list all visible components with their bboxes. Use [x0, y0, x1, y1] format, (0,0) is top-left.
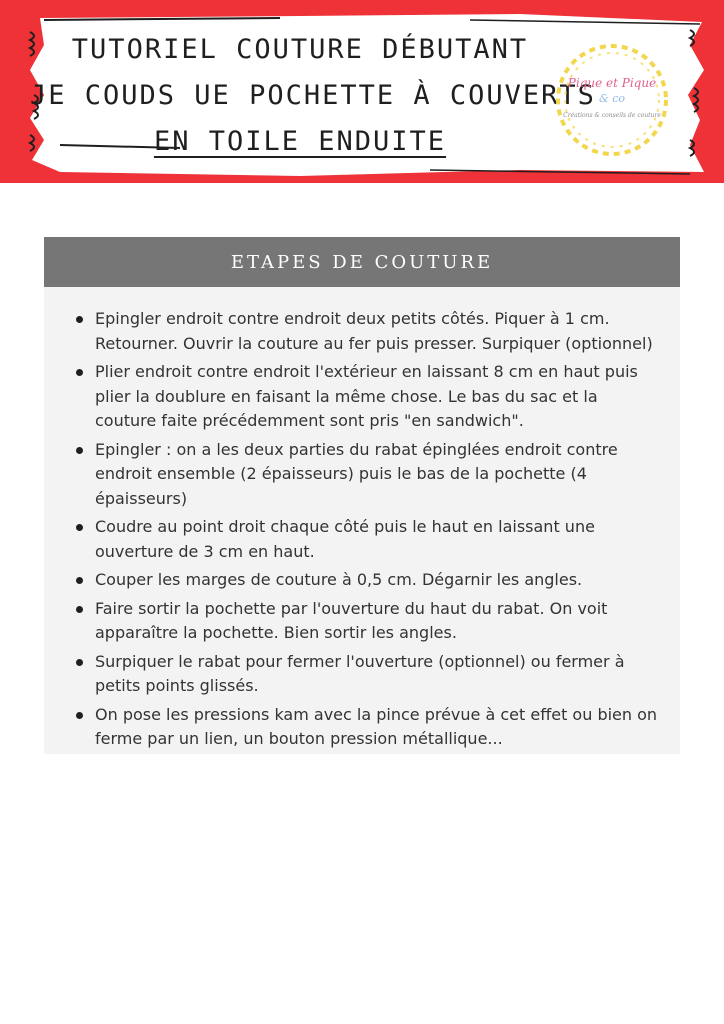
logo-tagline: Créations & conseils de couture: [563, 112, 661, 119]
list-item: [74, 568, 660, 593]
list-item: [74, 515, 660, 564]
step-text: Coudre au point droit chaque côté puis le haut en laissant une ouverture de 3 cm en haut.: [95, 517, 595, 561]
step-text: Epingler endroit contre endroit deux petits côtés. Piquer à 1 cm. Retourner. Ouvrir la couture au fer puis presser. Surpiquer (optionnel): [95, 309, 653, 353]
section-header: [44, 237, 680, 287]
title-line-2: JE COUDS UE POCHETTE À COUVERTS: [30, 80, 596, 111]
list-item: [74, 650, 660, 699]
bullet-icon: [76, 659, 83, 666]
list-item: [74, 703, 660, 752]
bullet-icon: [76, 524, 83, 531]
bullet-icon: [76, 369, 83, 376]
bullet-icon: [76, 447, 83, 454]
header-banner: [0, 0, 724, 183]
brand-logo: [548, 38, 676, 162]
bullet-icon: [76, 606, 83, 613]
list-item: [74, 597, 660, 646]
step-text: Surpiquer le rabat pour fermer l'ouverture (optionnel) ou fermer à petits points glissés.: [95, 651, 625, 695]
title-line-1: TUTORIEL COUTURE DÉBUTANT: [71, 34, 529, 65]
title-line-3: EN TOILE ENDUITE: [153, 126, 447, 157]
logo-sub: & co: [598, 92, 626, 105]
step-text: Epingler : on a les deux parties du rabat épinglées endroit contre endroit ensemble (2 épaisseurs) puis le bas de la pochette (4 épaisseurs): [95, 439, 618, 508]
section-title: ETAPES DE COUTURE: [230, 251, 494, 273]
list-item: [74, 307, 660, 356]
list-item: [74, 360, 660, 434]
bullet-icon: [76, 712, 83, 719]
steps-panel: [44, 237, 680, 754]
logo-name: Pique et Pique: [567, 76, 657, 90]
step-text: On pose les pressions kam avec la pince prévue à cet effet ou bien on ferme par un lien, un bouton pression métallique...: [95, 704, 658, 748]
step-text: Faire sortir la pochette par l'ouverture du haut du rabat. On voit apparaître la pochette. Bien sortir les angles.: [95, 598, 608, 642]
bullet-icon: [76, 577, 83, 584]
step-text: Couper les marges de couture à 0,5 cm. Dégarnir les angles.: [95, 570, 583, 589]
list-item: [74, 438, 660, 512]
bullet-icon: [76, 316, 83, 323]
step-text: Plier endroit contre endroit l'extérieur en laissant 8 cm en haut puis plier la doublure en faisant la même chose. Le bas du sac et la couture faite précédemment sont pris "en sandwich".: [95, 362, 638, 430]
steps-list: [44, 287, 680, 752]
